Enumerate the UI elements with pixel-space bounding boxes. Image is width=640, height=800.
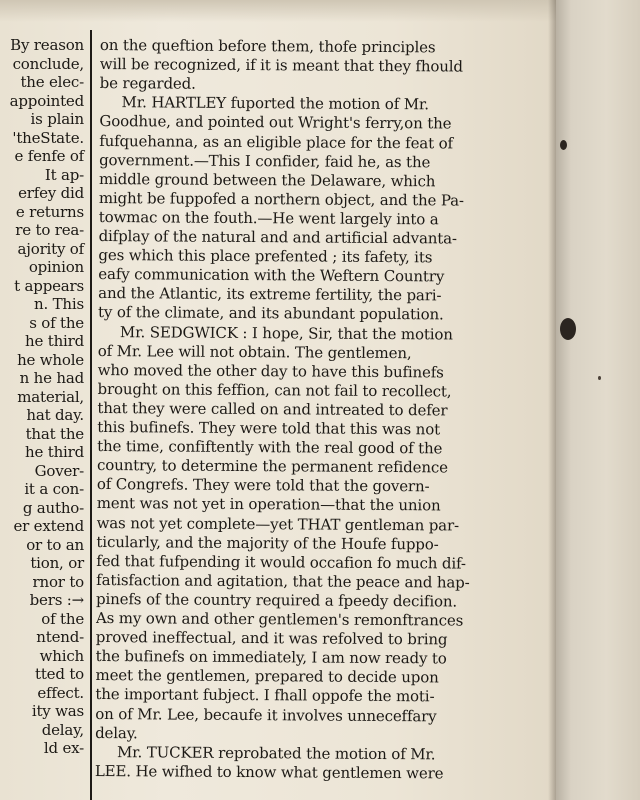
main-column-line: ges which this place prefented ; its fafety, its	[98, 246, 433, 267]
left-column-text	[0, 36, 86, 800]
main-column-line: the bufinefs on immediately, I am now ready to	[95, 647, 447, 668]
left-column-line: material,	[17, 387, 84, 406]
main-column-line: will be recognized, if it is meant that they fhould	[99, 55, 463, 76]
adjacent-page	[556, 0, 640, 800]
left-column-line: e fenfe of	[14, 147, 84, 165]
main-column-line: was not yet complete—yet THAT gentleman par-	[96, 513, 460, 535]
left-column-line: g autho-	[22, 498, 84, 517]
main-column-line: ty of the climate, and its abundant population.	[98, 303, 444, 324]
left-column-line: it a con-	[24, 480, 84, 498]
main-column-line: the important fubject. I fhall oppofe the moti-	[95, 685, 435, 706]
main-column-text	[95, 36, 528, 800]
main-column-line: Mr. HARTLEY fuported the motion of Mr.	[121, 93, 430, 114]
left-column-line: It ap-	[44, 165, 84, 184]
left-column-line: 'theState.	[12, 128, 84, 147]
left-column-line: bers :→	[29, 591, 84, 609]
left-column-line: er extend	[13, 517, 84, 535]
main-column-line: of Mr. Lee will not obtain. The gentlemen,	[97, 341, 412, 362]
left-column-line: is plain	[30, 110, 84, 128]
main-column-line: ticularly, and the majority of the Houfe fuppo-	[96, 532, 439, 553]
main-column-line: ment was not yet in operation—that the union	[96, 494, 441, 515]
left-column-line: of the	[41, 609, 84, 628]
main-column-line: Mr. TUCKER reprobated the motion of Mr.	[116, 742, 436, 764]
main-column-line: Mr. SEDGWICK : I hope, Sir, that the motion	[119, 322, 453, 343]
left-column-line: or to an	[26, 535, 84, 554]
column-rule	[90, 30, 92, 800]
main-column-line: LEE. He wifhed to know what gentlemen were	[94, 761, 444, 783]
main-column-line: delay.	[95, 723, 138, 742]
main-column-line: brought on this feffion, can not fail to recollect,	[97, 379, 452, 401]
left-column-line: conclude,	[12, 54, 84, 73]
main-column-line: government.—This I confider, faid he, as the	[99, 150, 431, 171]
left-column-line: he third	[25, 332, 84, 350]
page-top-edge	[0, 0, 560, 22]
left-column-line: which	[39, 646, 84, 665]
left-column-line: erfey did	[18, 184, 84, 202]
main-column-line: eafy communication with the Weftern Country	[98, 265, 445, 286]
left-column-line: t appears	[14, 276, 84, 295]
left-column-line: By reason	[10, 36, 84, 54]
left-column-line: n he had	[19, 369, 84, 387]
left-column-line: the elec-	[20, 73, 84, 91]
left-column-line: he third	[25, 443, 84, 461]
left-column-line: ajority of	[17, 239, 84, 258]
left-column-line: effect.	[37, 683, 84, 702]
left-column-line: Gover-	[34, 461, 84, 480]
main-column-line: fed that fufpending it would occafion fo much dif-	[96, 551, 466, 573]
main-column-line: the time, confiftently with the real good of the	[97, 437, 443, 458]
left-column-line: delay,	[41, 720, 84, 739]
left-column-line: that the	[25, 424, 84, 443]
main-column-line: difplay of the natural and and artificial advanta-	[98, 226, 457, 248]
main-column-line: and the Atlantic, its extreme fertility, the pari-	[98, 284, 442, 305]
left-column-line: ld ex-	[43, 739, 84, 757]
left-column-line: rnor to	[32, 572, 84, 591]
left-column-line: tion, or	[30, 554, 84, 572]
main-column-line: might be fuppofed a northern object, and the Pa-	[98, 188, 464, 210]
main-column-line: that they were called on and intreated to defer	[97, 398, 448, 420]
left-column-line: s of the	[29, 313, 84, 332]
main-column-line: who moved the other day to have this bufinefs	[97, 360, 444, 382]
left-column-line: hat day.	[26, 406, 84, 424]
main-column-line: towmac on the fouth.—He went largely into a	[98, 207, 439, 229]
main-column-line: pinefs of the country required a fpeedy decifion.	[96, 589, 458, 611]
main-column-line: of Congrefs. They were told that the govern-	[96, 475, 430, 496]
main-column-line: fufquehanna, as an eligible place for the feat of	[99, 131, 453, 152]
left-column-line: n. This	[34, 295, 84, 313]
ink-spot	[560, 318, 576, 340]
left-column-line: opinion	[28, 258, 84, 276]
main-column-line: fatisfaction and agitation, that the peace and hap-	[96, 570, 470, 592]
ink-spot	[598, 376, 601, 380]
main-column-line: this bufinefs. They were told that this was not	[97, 417, 441, 439]
main-column-line: on the queftion before them, thofe principles	[99, 36, 436, 57]
main-column-line: middle ground between the Delaware, which	[98, 169, 436, 191]
left-column-line: ntend-	[36, 628, 84, 646]
ink-spot	[560, 140, 567, 150]
left-column-line: ity was	[31, 702, 84, 720]
left-column-line: he whole	[17, 350, 84, 369]
left-column-line: e returns	[15, 202, 84, 221]
main-column-line: meet the gentlemen, prepared to decide upon	[95, 666, 439, 687]
main-column-line: proved ineffectual, and it was refolved to bring	[95, 628, 448, 649]
main-column-line: As my own and other gentlemen's remonftrances	[95, 608, 464, 630]
main-column-line: Goodhue, and pointed out Wright's ferry,on the	[99, 112, 452, 133]
left-column-line: appointed	[9, 91, 84, 110]
main-column-line: on of Mr. Lee, becaufe it involves unneceffary	[95, 704, 437, 725]
main-column-line: be regarded.	[99, 74, 196, 93]
left-column-line: re to rea-	[15, 221, 84, 239]
left-column-line: tted to	[35, 665, 84, 683]
main-column-line: country, to determine the permanent refidence	[96, 456, 448, 477]
